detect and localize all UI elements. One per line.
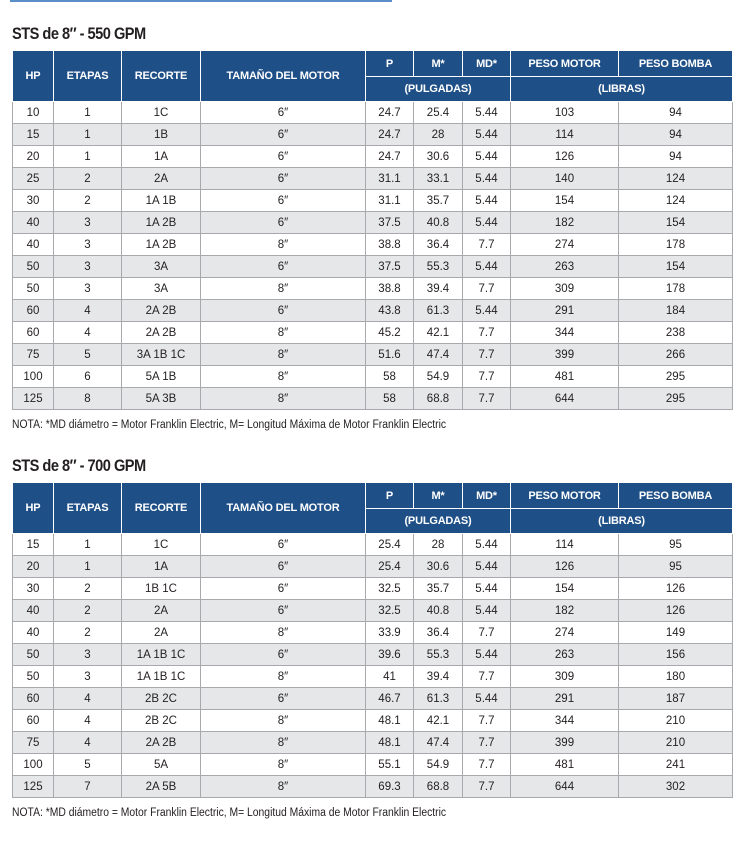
- cell-md: 5.44: [463, 102, 511, 124]
- cell-p: 58: [366, 388, 414, 410]
- top-divider-line: [10, 0, 392, 2]
- cell-peso-bomba: 210: [619, 732, 733, 754]
- cell-m: 61.3: [414, 300, 463, 322]
- cell-hp: 100: [13, 754, 54, 776]
- cell-peso-bomba: 124: [619, 168, 733, 190]
- spec-table-550gpm: [12, 51, 733, 410]
- cell-etapas: 3: [54, 212, 122, 234]
- cell-tamano-motor: 6″: [201, 300, 366, 322]
- cell-peso-motor: 291: [511, 300, 619, 322]
- table-row: [13, 366, 733, 388]
- cell-m: 35.7: [414, 578, 463, 600]
- cell-peso-motor: 399: [511, 732, 619, 754]
- cell-hp: 60: [13, 322, 54, 344]
- table-body-700gpm: [13, 534, 733, 798]
- cell-md: 5.44: [463, 556, 511, 578]
- cell-recorte: 5A 3B: [122, 388, 201, 410]
- cell-md: 5.44: [463, 256, 511, 278]
- table-row: [13, 578, 733, 600]
- header-hp: HP: [13, 51, 54, 102]
- cell-peso-bomba: 94: [619, 102, 733, 124]
- cell-peso-motor: 644: [511, 776, 619, 798]
- cell-m: 42.1: [414, 710, 463, 732]
- cell-peso-motor: 114: [511, 534, 619, 556]
- cell-m: 61.3: [414, 688, 463, 710]
- cell-peso-bomba: 180: [619, 666, 733, 688]
- cell-hp: 20: [13, 556, 54, 578]
- header-recorte: RECORTE: [122, 51, 201, 102]
- cell-recorte: 2A 2B: [122, 300, 201, 322]
- cell-peso-motor: 182: [511, 212, 619, 234]
- table-row: [13, 754, 733, 776]
- cell-tamano-motor: 8″: [201, 754, 366, 776]
- table-row: [13, 234, 733, 256]
- cell-peso-motor: 274: [511, 622, 619, 644]
- cell-recorte: 2A 2B: [122, 732, 201, 754]
- cell-md: 7.7: [463, 776, 511, 798]
- cell-m: 28: [414, 534, 463, 556]
- cell-m: 68.8: [414, 388, 463, 410]
- cell-tamano-motor: 6″: [201, 168, 366, 190]
- cell-peso-motor: 103: [511, 102, 619, 124]
- cell-m: 33.1: [414, 168, 463, 190]
- cell-peso-motor: 481: [511, 754, 619, 776]
- table-row: [13, 168, 733, 190]
- cell-recorte: 1A 2B: [122, 234, 201, 256]
- cell-p: 32.5: [366, 600, 414, 622]
- cell-tamano-motor: 6″: [201, 124, 366, 146]
- cell-m: 30.6: [414, 556, 463, 578]
- cell-tamano-motor: 8″: [201, 366, 366, 388]
- cell-p: 33.9: [366, 622, 414, 644]
- cell-peso-motor: 644: [511, 388, 619, 410]
- cell-m: 42.1: [414, 322, 463, 344]
- header-etapas: ETAPAS: [54, 51, 122, 102]
- cell-md: 7.7: [463, 666, 511, 688]
- cell-md: 5.44: [463, 124, 511, 146]
- table-row: [13, 278, 733, 300]
- cell-peso-bomba: 95: [619, 556, 733, 578]
- cell-md: 7.7: [463, 366, 511, 388]
- cell-recorte: 2A: [122, 622, 201, 644]
- cell-hp: 20: [13, 146, 54, 168]
- header-peso-motor: PESO MOTOR: [511, 483, 619, 509]
- cell-hp: 30: [13, 578, 54, 600]
- cell-md: 5.44: [463, 190, 511, 212]
- cell-peso-motor: 140: [511, 168, 619, 190]
- cell-md: 5.44: [463, 688, 511, 710]
- cell-p: 58: [366, 366, 414, 388]
- table-note-550gpm: NOTA: *MD diámetro = Motor Franklin Electric, M= Longitud Máxima de Motor Franklin Electric: [12, 419, 447, 431]
- cell-peso-bomba: 302: [619, 776, 733, 798]
- table-row: [13, 600, 733, 622]
- header-md: MD*: [463, 483, 511, 509]
- cell-peso-motor: 344: [511, 710, 619, 732]
- header-hp: HP: [13, 483, 54, 534]
- cell-p: 24.7: [366, 124, 414, 146]
- cell-recorte: 1A 1B 1C: [122, 644, 201, 666]
- table-row: [13, 644, 733, 666]
- cell-peso-bomba: 124: [619, 190, 733, 212]
- cell-hp: 50: [13, 278, 54, 300]
- cell-peso-motor: 481: [511, 366, 619, 388]
- cell-p: 24.7: [366, 102, 414, 124]
- table-row: [13, 710, 733, 732]
- cell-recorte: 1B: [122, 124, 201, 146]
- cell-hp: 60: [13, 300, 54, 322]
- cell-m: 40.8: [414, 600, 463, 622]
- cell-etapas: 2: [54, 622, 122, 644]
- cell-m: 35.7: [414, 190, 463, 212]
- table-row: [13, 776, 733, 798]
- cell-md: 5.44: [463, 300, 511, 322]
- cell-m: 39.4: [414, 278, 463, 300]
- header-libras: (LIBRAS): [511, 509, 733, 534]
- header-pulgadas: (PULGADAS): [366, 77, 511, 102]
- table-row: [13, 300, 733, 322]
- cell-etapas: 4: [54, 322, 122, 344]
- cell-etapas: 1: [54, 146, 122, 168]
- cell-etapas: 6: [54, 366, 122, 388]
- cell-p: 25.4: [366, 556, 414, 578]
- cell-etapas: 2: [54, 190, 122, 212]
- cell-peso-motor: 154: [511, 190, 619, 212]
- cell-hp: 60: [13, 710, 54, 732]
- cell-peso-motor: 182: [511, 600, 619, 622]
- header-tamano-motor: TAMAÑO DEL MOTOR: [201, 483, 366, 534]
- cell-m: 30.6: [414, 146, 463, 168]
- cell-tamano-motor: 8″: [201, 776, 366, 798]
- table-row: [13, 534, 733, 556]
- cell-p: 24.7: [366, 146, 414, 168]
- table-row: [13, 556, 733, 578]
- cell-peso-bomba: 266: [619, 344, 733, 366]
- cell-md: 7.7: [463, 732, 511, 754]
- header-p: P: [366, 51, 414, 77]
- table-row: [13, 146, 733, 168]
- table-title-550gpm: STS de 8″ - 550 GPM: [12, 24, 146, 43]
- cell-tamano-motor: 6″: [201, 644, 366, 666]
- cell-tamano-motor: 8″: [201, 622, 366, 644]
- cell-peso-bomba: 238: [619, 322, 733, 344]
- header-tamano-motor: TAMAÑO DEL MOTOR: [201, 51, 366, 102]
- cell-p: 48.1: [366, 710, 414, 732]
- table-row: [13, 666, 733, 688]
- cell-etapas: 2: [54, 578, 122, 600]
- cell-recorte: 5A 1B: [122, 366, 201, 388]
- cell-md: 7.7: [463, 278, 511, 300]
- cell-hp: 40: [13, 600, 54, 622]
- cell-peso-bomba: 149: [619, 622, 733, 644]
- cell-recorte: 2A 5B: [122, 776, 201, 798]
- cell-etapas: 1: [54, 556, 122, 578]
- cell-hp: 40: [13, 622, 54, 644]
- cell-m: 36.4: [414, 234, 463, 256]
- header-peso-bomba: PESO BOMBA: [619, 483, 733, 509]
- table-row: [13, 190, 733, 212]
- cell-tamano-motor: 6″: [201, 578, 366, 600]
- cell-tamano-motor: 6″: [201, 688, 366, 710]
- cell-p: 31.1: [366, 168, 414, 190]
- cell-peso-bomba: 187: [619, 688, 733, 710]
- cell-md: 7.7: [463, 388, 511, 410]
- cell-p: 25.4: [366, 534, 414, 556]
- cell-hp: 10: [13, 102, 54, 124]
- cell-peso-motor: 344: [511, 322, 619, 344]
- cell-peso-motor: 114: [511, 124, 619, 146]
- cell-recorte: 3A 1B 1C: [122, 344, 201, 366]
- cell-etapas: 4: [54, 710, 122, 732]
- cell-tamano-motor: 8″: [201, 710, 366, 732]
- cell-md: 5.44: [463, 600, 511, 622]
- cell-peso-motor: 126: [511, 146, 619, 168]
- cell-recorte: 2A: [122, 168, 201, 190]
- cell-peso-bomba: 94: [619, 146, 733, 168]
- cell-etapas: 3: [54, 666, 122, 688]
- table-body-550gpm: [13, 102, 733, 410]
- table-note-700gpm: NOTA: *MD diámetro = Motor Franklin Electric, M= Longitud Máxima de Motor Franklin Electric: [12, 807, 447, 819]
- cell-m: 25.4: [414, 102, 463, 124]
- cell-p: 48.1: [366, 732, 414, 754]
- cell-p: 38.8: [366, 234, 414, 256]
- cell-etapas: 5: [54, 754, 122, 776]
- cell-etapas: 4: [54, 300, 122, 322]
- table-row: [13, 102, 733, 124]
- cell-recorte: 1C: [122, 534, 201, 556]
- cell-peso-bomba: 295: [619, 366, 733, 388]
- cell-tamano-motor: 8″: [201, 278, 366, 300]
- header-m: M*: [414, 483, 463, 509]
- cell-tamano-motor: 8″: [201, 388, 366, 410]
- cell-peso-motor: 263: [511, 644, 619, 666]
- cell-etapas: 5: [54, 344, 122, 366]
- cell-hp: 60: [13, 688, 54, 710]
- cell-etapas: 4: [54, 732, 122, 754]
- cell-hp: 40: [13, 234, 54, 256]
- cell-tamano-motor: 8″: [201, 666, 366, 688]
- cell-peso-bomba: 94: [619, 124, 733, 146]
- cell-hp: 75: [13, 344, 54, 366]
- cell-p: 31.1: [366, 190, 414, 212]
- cell-p: 55.1: [366, 754, 414, 776]
- cell-p: 37.5: [366, 212, 414, 234]
- cell-etapas: 7: [54, 776, 122, 798]
- cell-etapas: 3: [54, 278, 122, 300]
- cell-m: 28: [414, 124, 463, 146]
- cell-hp: 15: [13, 124, 54, 146]
- cell-etapas: 3: [54, 256, 122, 278]
- cell-peso-bomba: 126: [619, 600, 733, 622]
- cell-md: 5.44: [463, 534, 511, 556]
- header-peso-bomba: PESO BOMBA: [619, 51, 733, 77]
- cell-etapas: 8: [54, 388, 122, 410]
- cell-tamano-motor: 8″: [201, 344, 366, 366]
- cell-tamano-motor: 6″: [201, 102, 366, 124]
- cell-recorte: 2A: [122, 600, 201, 622]
- cell-md: 7.7: [463, 710, 511, 732]
- table-title-700gpm: STS de 8″ - 700 GPM: [12, 456, 146, 475]
- header-md: MD*: [463, 51, 511, 77]
- table-row: [13, 124, 733, 146]
- cell-md: 7.7: [463, 322, 511, 344]
- cell-etapas: 2: [54, 168, 122, 190]
- cell-tamano-motor: 6″: [201, 600, 366, 622]
- cell-hp: 125: [13, 388, 54, 410]
- cell-etapas: 1: [54, 534, 122, 556]
- cell-m: 55.3: [414, 644, 463, 666]
- cell-hp: 50: [13, 666, 54, 688]
- cell-m: 36.4: [414, 622, 463, 644]
- cell-p: 43.8: [366, 300, 414, 322]
- cell-tamano-motor: 6″: [201, 212, 366, 234]
- cell-recorte: 1A 1B 1C: [122, 666, 201, 688]
- cell-m: 47.4: [414, 732, 463, 754]
- header-pulgadas: (PULGADAS): [366, 509, 511, 534]
- cell-recorte: 1A: [122, 556, 201, 578]
- cell-etapas: 3: [54, 234, 122, 256]
- cell-m: 40.8: [414, 212, 463, 234]
- cell-md: 5.44: [463, 578, 511, 600]
- cell-etapas: 3: [54, 644, 122, 666]
- cell-p: 51.6: [366, 344, 414, 366]
- cell-peso-bomba: 126: [619, 578, 733, 600]
- cell-tamano-motor: 6″: [201, 190, 366, 212]
- table-row: [13, 622, 733, 644]
- table-row: [13, 688, 733, 710]
- cell-peso-motor: 126: [511, 556, 619, 578]
- table-row: [13, 322, 733, 344]
- cell-recorte: 2B 2C: [122, 710, 201, 732]
- cell-recorte: 1B 1C: [122, 578, 201, 600]
- cell-m: 54.9: [414, 366, 463, 388]
- cell-md: 5.44: [463, 212, 511, 234]
- cell-md: 7.7: [463, 622, 511, 644]
- header-etapas: ETAPAS: [54, 483, 122, 534]
- cell-peso-bomba: 154: [619, 212, 733, 234]
- cell-p: 41: [366, 666, 414, 688]
- cell-tamano-motor: 6″: [201, 256, 366, 278]
- header-libras: (LIBRAS): [511, 77, 733, 102]
- cell-peso-bomba: 295: [619, 388, 733, 410]
- cell-recorte: 2A 2B: [122, 322, 201, 344]
- cell-m: 47.4: [414, 344, 463, 366]
- cell-tamano-motor: 8″: [201, 234, 366, 256]
- cell-recorte: 3A: [122, 278, 201, 300]
- cell-p: 37.5: [366, 256, 414, 278]
- cell-md: 5.44: [463, 168, 511, 190]
- header-p: P: [366, 483, 414, 509]
- cell-m: 39.4: [414, 666, 463, 688]
- cell-tamano-motor: 6″: [201, 534, 366, 556]
- table-row: [13, 256, 733, 278]
- cell-peso-motor: 291: [511, 688, 619, 710]
- cell-peso-bomba: 210: [619, 710, 733, 732]
- cell-hp: 15: [13, 534, 54, 556]
- cell-recorte: 3A: [122, 256, 201, 278]
- cell-peso-motor: 263: [511, 256, 619, 278]
- cell-m: 54.9: [414, 754, 463, 776]
- cell-peso-bomba: 178: [619, 278, 733, 300]
- cell-p: 45.2: [366, 322, 414, 344]
- cell-md: 7.7: [463, 344, 511, 366]
- table-row: [13, 388, 733, 410]
- cell-peso-motor: 309: [511, 666, 619, 688]
- cell-md: 7.7: [463, 234, 511, 256]
- cell-etapas: 1: [54, 102, 122, 124]
- cell-etapas: 2: [54, 600, 122, 622]
- cell-p: 38.8: [366, 278, 414, 300]
- cell-peso-motor: 399: [511, 344, 619, 366]
- cell-hp: 75: [13, 732, 54, 754]
- cell-recorte: 1A 2B: [122, 212, 201, 234]
- cell-p: 69.3: [366, 776, 414, 798]
- cell-peso-motor: 309: [511, 278, 619, 300]
- cell-recorte: 1A: [122, 146, 201, 168]
- cell-hp: 50: [13, 256, 54, 278]
- cell-tamano-motor: 8″: [201, 732, 366, 754]
- cell-hp: 25: [13, 168, 54, 190]
- spec-table-700gpm: [12, 483, 733, 798]
- cell-tamano-motor: 8″: [201, 322, 366, 344]
- cell-hp: 30: [13, 190, 54, 212]
- cell-peso-bomba: 95: [619, 534, 733, 556]
- cell-md: 5.44: [463, 146, 511, 168]
- cell-recorte: 1C: [122, 102, 201, 124]
- cell-recorte: 2B 2C: [122, 688, 201, 710]
- cell-etapas: 4: [54, 688, 122, 710]
- table-row: [13, 212, 733, 234]
- cell-md: 7.7: [463, 754, 511, 776]
- cell-peso-bomba: 241: [619, 754, 733, 776]
- cell-recorte: 1A 1B: [122, 190, 201, 212]
- cell-hp: 100: [13, 366, 54, 388]
- table-row: [13, 344, 733, 366]
- cell-peso-bomba: 178: [619, 234, 733, 256]
- cell-hp: 50: [13, 644, 54, 666]
- header-m: M*: [414, 51, 463, 77]
- cell-p: 46.7: [366, 688, 414, 710]
- cell-peso-motor: 154: [511, 578, 619, 600]
- cell-tamano-motor: 6″: [201, 146, 366, 168]
- cell-peso-motor: 274: [511, 234, 619, 256]
- cell-peso-bomba: 184: [619, 300, 733, 322]
- cell-etapas: 1: [54, 124, 122, 146]
- cell-p: 32.5: [366, 578, 414, 600]
- cell-recorte: 5A: [122, 754, 201, 776]
- cell-peso-bomba: 154: [619, 256, 733, 278]
- header-peso-motor: PESO MOTOR: [511, 51, 619, 77]
- cell-hp: 40: [13, 212, 54, 234]
- cell-hp: 125: [13, 776, 54, 798]
- cell-m: 68.8: [414, 776, 463, 798]
- cell-peso-bomba: 156: [619, 644, 733, 666]
- cell-p: 39.6: [366, 644, 414, 666]
- cell-tamano-motor: 6″: [201, 556, 366, 578]
- header-recorte: RECORTE: [122, 483, 201, 534]
- cell-md: 5.44: [463, 644, 511, 666]
- cell-m: 55.3: [414, 256, 463, 278]
- table-row: [13, 732, 733, 754]
